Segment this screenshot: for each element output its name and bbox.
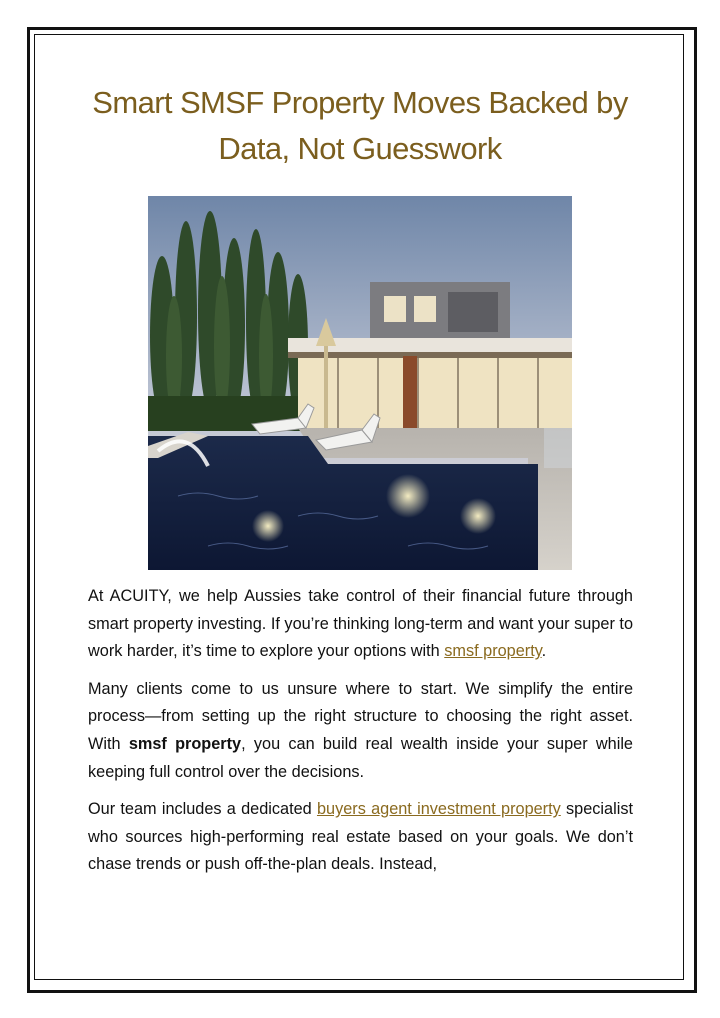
paragraph-3 [88,796,633,879]
p1-text-a: At ACUITY, we help Aussies take control of their financial future through smart property investing. If you’re thinking long-term and want your super to work harder, it’s time to explore your options with [88,587,633,661]
p3-text-a: Our team includes a dedicated [88,800,317,819]
house-pool-photo [148,196,572,570]
p1-text-b: . [541,642,547,661]
buyers-agent-link[interactable]: buyers agent investment property [316,800,561,819]
smsf-property-bold: smsf property [128,734,242,753]
article-body [88,583,633,889]
paragraph-1 [88,583,633,666]
title-line-1: Smart SMSF Property Moves Backed by [92,85,628,120]
paragraph-2 [88,676,633,786]
smsf-property-link[interactable]: smsf property [444,642,542,661]
article-title [60,80,660,172]
p2-text-b: , you can build real wealth inside your super while keeping full control over the decisions. [88,734,633,781]
title-line-2: Data, Not Guesswork [218,131,502,166]
p3-text-b: specialist who sources high-performing real estate based on your goals. We don’t chase trends or push off-the-plan deals. Instead, [88,800,633,874]
p2-text-a: Many clients come to us unsure where to start. We simplify the entire process—from setting up the right structure to choosing the right asset. With [88,679,633,753]
